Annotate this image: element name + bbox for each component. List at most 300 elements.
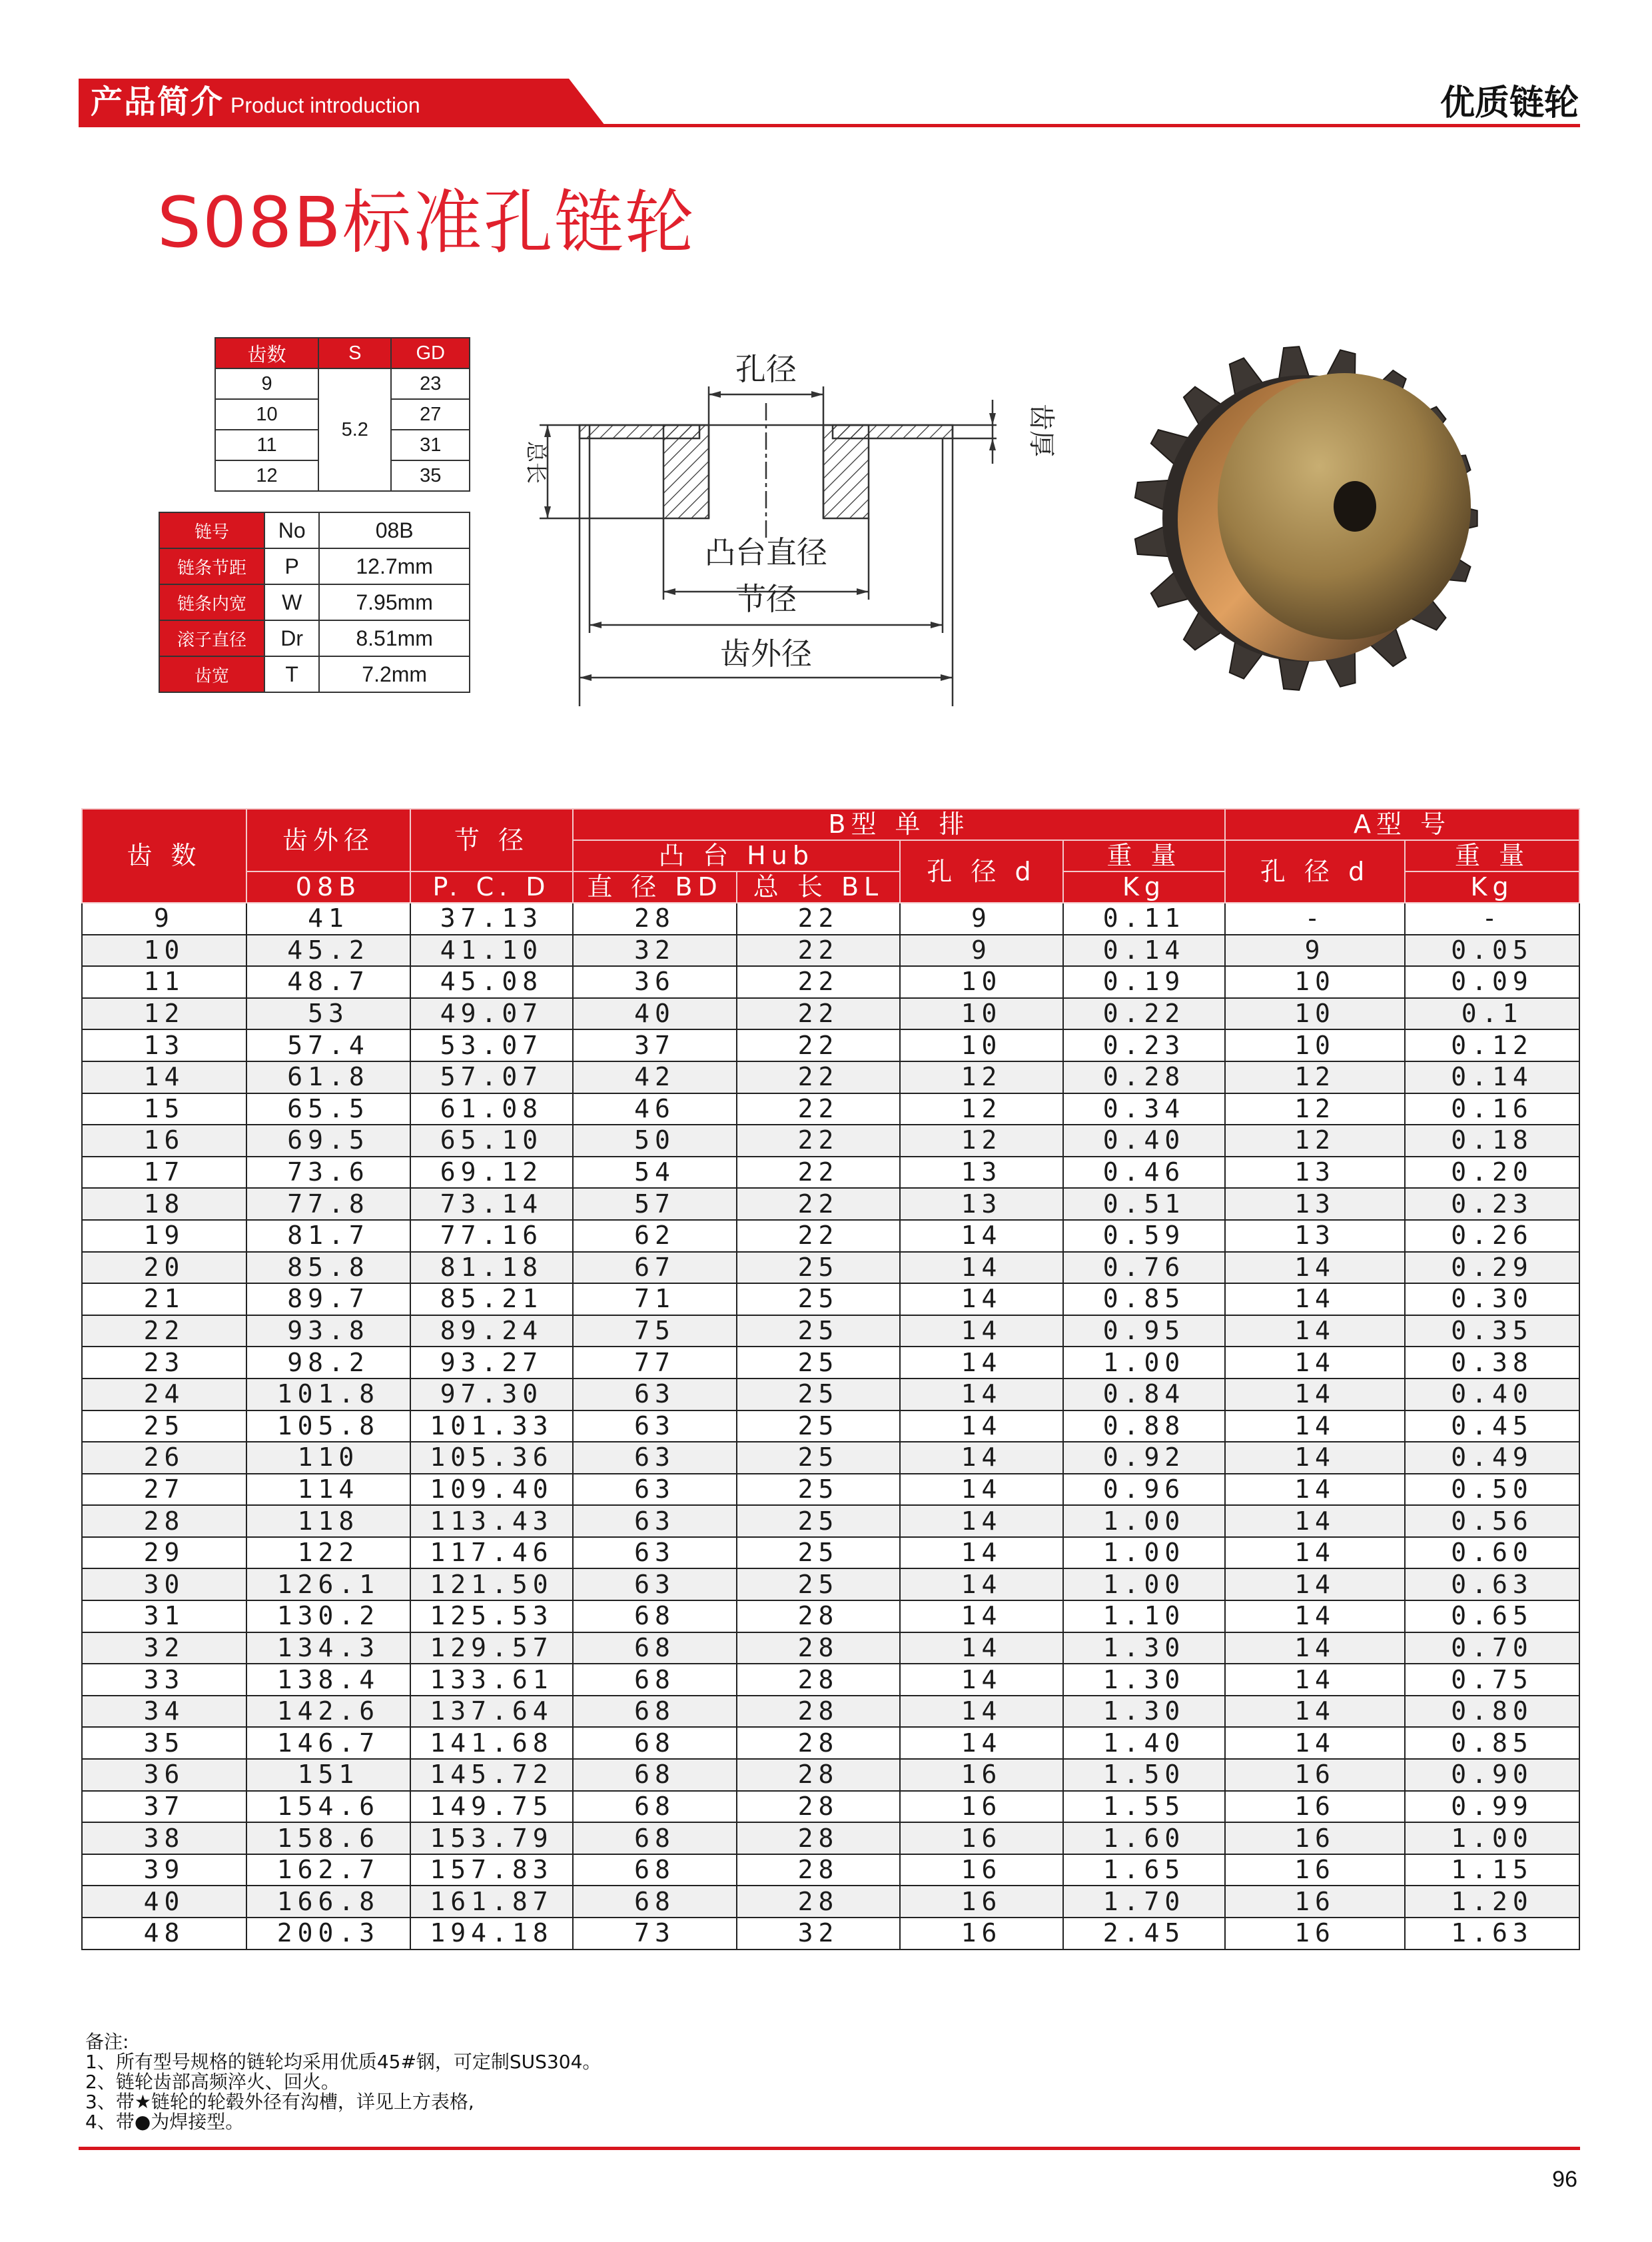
total-length-label: 总长 — [524, 441, 549, 484]
table-cell: 24 — [82, 1379, 246, 1410]
table-cell: 158.6 — [246, 1822, 410, 1854]
table-cell: 41.10 — [410, 935, 573, 967]
table-cell: 22 — [737, 1061, 900, 1093]
table-cell: 57.4 — [246, 1029, 410, 1061]
table-row — [82, 1157, 1579, 1189]
table-cell: 68 — [573, 1600, 737, 1632]
table-cell: 22 — [737, 935, 900, 967]
table-cell: 1.30 — [1063, 1696, 1225, 1728]
table-cell: 25 — [737, 1379, 900, 1410]
table-cell: 0.28 — [1063, 1061, 1225, 1093]
table-row — [82, 1537, 1579, 1569]
table-cell: 63 — [573, 1379, 737, 1410]
table-cell: 0.84 — [1063, 1379, 1225, 1410]
table-cell: 10 — [82, 935, 246, 967]
notes-block — [85, 2032, 601, 2132]
table-cell: 0.14 — [1405, 1061, 1579, 1093]
table-cell: 9 — [900, 903, 1063, 935]
table-cell: 61.8 — [246, 1061, 410, 1093]
table-cell: 14 — [900, 1474, 1063, 1506]
table-cell: 1.00 — [1063, 1347, 1225, 1379]
table-cell: 25 — [737, 1252, 900, 1284]
s-header: S — [318, 338, 391, 368]
table-cell: 0.20 — [1405, 1157, 1579, 1189]
table-cell: 16 — [900, 1918, 1063, 1950]
table-cell: 0.45 — [1405, 1410, 1579, 1442]
table-cell: 1.30 — [1063, 1632, 1225, 1664]
table-cell: 1.00 — [1063, 1537, 1225, 1569]
table-cell: 0.60 — [1405, 1537, 1579, 1569]
table-cell: 63 — [573, 1568, 737, 1600]
table-cell: 0.14 — [1063, 935, 1225, 967]
table-cell: 0.12 — [1405, 1029, 1579, 1061]
table-cell: 0.92 — [1063, 1442, 1225, 1474]
table-cell: 0.26 — [1405, 1220, 1579, 1252]
table-cell: 129.57 — [410, 1632, 573, 1664]
table-cell: 1.55 — [1063, 1791, 1225, 1823]
table-cell: 0.85 — [1405, 1727, 1579, 1759]
table-cell: 14 — [1225, 1505, 1405, 1537]
table-cell: 25 — [737, 1315, 900, 1347]
table-cell: 20 — [82, 1252, 246, 1284]
table-cell: 25 — [82, 1410, 246, 1442]
table-cell: 162.7 — [246, 1854, 410, 1886]
table-cell: 101.33 — [410, 1410, 573, 1442]
header-section-label — [91, 79, 420, 125]
table-cell: 12 — [900, 1125, 1063, 1157]
table-cell: 85.8 — [246, 1252, 410, 1284]
table-cell: 13 — [900, 1188, 1063, 1220]
table-cell: 14 — [1225, 1252, 1405, 1284]
table-cell: 1.15 — [1405, 1854, 1579, 1886]
hub-diameter-label: 凸台直径 — [705, 534, 827, 570]
note-line: 3、带★链轮的轮毂外径有沟槽，详见上方表格, — [85, 2091, 474, 2113]
table-cell: 21 — [82, 1283, 246, 1315]
table-cell: 0.56 — [1405, 1505, 1579, 1537]
table-cell: 14 — [1225, 1727, 1405, 1759]
table-cell: 0.76 — [1063, 1252, 1225, 1284]
table-cell: 0.1 — [1405, 998, 1579, 1030]
table-cell: 14 — [900, 1568, 1063, 1600]
table-cell: 75 — [573, 1315, 737, 1347]
table-row — [82, 1822, 1579, 1854]
spec-symbol: No — [264, 512, 319, 548]
spec-label: 齿宽 — [159, 656, 264, 692]
table-cell: 13 — [900, 1157, 1063, 1189]
table-cell: 134.3 — [246, 1632, 410, 1664]
table-cell: 114 — [246, 1474, 410, 1506]
table-cell: 10 — [900, 1029, 1063, 1061]
table-cell: 0.11 — [1063, 903, 1225, 935]
table-row — [82, 1188, 1579, 1220]
table-cell: 68 — [573, 1854, 737, 1886]
table-cell: 46 — [573, 1093, 737, 1125]
table-cell: 105.8 — [246, 1410, 410, 1442]
table-cell: 68 — [573, 1632, 737, 1664]
table-cell: 25 — [737, 1505, 900, 1537]
table-cell: 14 — [1225, 1410, 1405, 1442]
table-cell: 50 — [573, 1125, 737, 1157]
table-cell: 22 — [737, 1220, 900, 1252]
table-cell: 28 — [737, 1822, 900, 1854]
table-cell: 38 — [82, 1822, 246, 1854]
table-cell: 194.18 — [410, 1918, 573, 1950]
table-cell: 1.10 — [1063, 1600, 1225, 1632]
table-cell: 65.5 — [246, 1093, 410, 1125]
table-cell: 12 — [82, 998, 246, 1030]
table-cell: 122 — [246, 1537, 410, 1569]
table-row — [82, 1664, 1579, 1696]
table-cell: 9 — [900, 935, 1063, 967]
table-cell: 0.40 — [1405, 1379, 1579, 1410]
teeth-cell: 12 — [215, 460, 318, 491]
note-line: 1、所有型号规格的链轮均采用优质45#钢，可定制SUS304。 — [85, 2051, 602, 2073]
table-cell: 36 — [82, 1759, 246, 1791]
table-cell: 0.99 — [1405, 1791, 1579, 1823]
table-cell: 16 — [1225, 1759, 1405, 1791]
table-cell: 48.7 — [246, 966, 410, 998]
table-cell: 63 — [573, 1537, 737, 1569]
table-cell: 33 — [82, 1664, 246, 1696]
table-cell: 98.2 — [246, 1347, 410, 1379]
table-row — [82, 1918, 1579, 1950]
table-cell: 14 — [1225, 1474, 1405, 1506]
table-cell: 1.00 — [1063, 1568, 1225, 1600]
sprocket-data-table — [81, 808, 1580, 1950]
table-cell: 0.29 — [1405, 1252, 1579, 1284]
table-cell: 40 — [573, 998, 737, 1030]
table-cell: 0.88 — [1063, 1410, 1225, 1442]
table-cell: 14 — [900, 1442, 1063, 1474]
table-cell: 14 — [900, 1664, 1063, 1696]
table-cell: 133.61 — [410, 1664, 573, 1696]
table-cell: 118 — [246, 1505, 410, 1537]
table-cell: 37 — [573, 1029, 737, 1061]
sprocket-cross-section-drawing — [524, 340, 1056, 700]
table-cell: 14 — [900, 1315, 1063, 1347]
table-cell: 25 — [737, 1410, 900, 1442]
table-cell: 9 — [82, 903, 246, 935]
table-cell: 141.68 — [410, 1727, 573, 1759]
table-cell: 105.36 — [410, 1442, 573, 1474]
table-cell: 113.43 — [410, 1505, 573, 1537]
table-row — [82, 1093, 1579, 1125]
table-cell: 27 — [82, 1474, 246, 1506]
table-cell: 16 — [82, 1125, 246, 1157]
spec-value: 12.7mm — [319, 548, 470, 584]
table-cell: 16 — [900, 1759, 1063, 1791]
table-cell: 73.6 — [246, 1157, 410, 1189]
spec-value: 8.51mm — [319, 620, 470, 656]
table-row — [82, 1029, 1579, 1061]
bore-label: 孔径 — [735, 351, 797, 387]
table-cell: 40 — [82, 1886, 246, 1918]
table-cell: 0.35 — [1405, 1315, 1579, 1347]
teeth-gd-table — [214, 337, 470, 492]
table-cell: 25 — [737, 1537, 900, 1569]
spec-label: 链条内宽 — [159, 584, 264, 620]
table-cell: 25 — [737, 1347, 900, 1379]
table-cell: 166.8 — [246, 1886, 410, 1918]
table-cell: 32 — [573, 935, 737, 967]
table-cell: 68 — [573, 1696, 737, 1728]
table-cell: 14 — [900, 1696, 1063, 1728]
sprocket-product-image — [1132, 325, 1505, 698]
table-row — [82, 1886, 1579, 1918]
gd-cell: 35 — [391, 460, 470, 491]
table-cell: 28 — [737, 1759, 900, 1791]
page-number: 96 — [1552, 2167, 1577, 2192]
table-cell: 0.23 — [1405, 1188, 1579, 1220]
col-a-weight-unit: Kg — [1405, 871, 1579, 903]
table-cell: 63 — [573, 1505, 737, 1537]
table-cell: 161.87 — [410, 1886, 573, 1918]
table-cell: 1.30 — [1063, 1664, 1225, 1696]
table-cell: 146.7 — [246, 1727, 410, 1759]
table-cell: 31 — [82, 1600, 246, 1632]
table-cell: 0.09 — [1405, 966, 1579, 998]
table-cell: 16 — [900, 1886, 1063, 1918]
spec-symbol: P — [264, 548, 319, 584]
table-cell: 1.63 — [1405, 1918, 1579, 1950]
table-cell: 34 — [82, 1696, 246, 1728]
table-row — [82, 1125, 1579, 1157]
table-cell: 57.07 — [410, 1061, 573, 1093]
table-cell: 0.40 — [1063, 1125, 1225, 1157]
table-cell: 68 — [573, 1886, 737, 1918]
table-cell: - — [1225, 903, 1405, 935]
table-cell: 2.45 — [1063, 1918, 1225, 1950]
table-cell: 17 — [82, 1157, 246, 1189]
table-cell: 49.07 — [410, 998, 573, 1030]
table-cell: 62 — [573, 1220, 737, 1252]
table-cell: 77.16 — [410, 1220, 573, 1252]
table-row — [82, 935, 1579, 967]
table-cell: 1.00 — [1063, 1505, 1225, 1537]
table-cell: 14 — [1225, 1632, 1405, 1664]
table-cell: 93.27 — [410, 1347, 573, 1379]
gd-cell: 23 — [391, 368, 470, 399]
note-line: 4、带●为焊接型。 — [85, 2111, 244, 2133]
table-cell: 10 — [1225, 1029, 1405, 1061]
spec-symbol: T — [264, 656, 319, 692]
table-cell: 22 — [737, 1125, 900, 1157]
table-cell: 89.24 — [410, 1315, 573, 1347]
table-cell: 37.13 — [410, 903, 573, 935]
table-cell: 25 — [737, 1568, 900, 1600]
table-cell: 85.21 — [410, 1283, 573, 1315]
footer-rule — [79, 2147, 1580, 2150]
table-cell: 14 — [900, 1410, 1063, 1442]
col-teeth: 齿 数 — [82, 809, 246, 903]
table-cell: 63 — [573, 1442, 737, 1474]
col-outer-dia: 齿外径 — [246, 809, 410, 871]
header-rule — [79, 124, 1580, 127]
table-cell: 69.5 — [246, 1125, 410, 1157]
table-cell: 25 — [737, 1283, 900, 1315]
col-bl: 总 长 BL — [737, 871, 900, 903]
table-cell: 1.40 — [1063, 1727, 1225, 1759]
table-cell: 32 — [82, 1632, 246, 1664]
table-cell: 109.40 — [410, 1474, 573, 1506]
table-row — [82, 1220, 1579, 1252]
teeth-header: 齿数 — [215, 338, 318, 368]
table-cell: 0.16 — [1405, 1093, 1579, 1125]
table-cell: 14 — [1225, 1379, 1405, 1410]
table-cell: 12 — [1225, 1125, 1405, 1157]
table-cell: 35 — [82, 1727, 246, 1759]
table-cell: 0.65 — [1405, 1600, 1579, 1632]
col-group-a: A型 号 — [1225, 809, 1579, 840]
spec-symbol: Dr — [264, 620, 319, 656]
table-cell: 15 — [82, 1093, 246, 1125]
table-cell: 14 — [900, 1283, 1063, 1315]
table-cell: 68 — [573, 1791, 737, 1823]
table-cell: 0.30 — [1405, 1283, 1579, 1315]
col-a-bore: 孔 径 d — [1225, 840, 1405, 903]
table-cell: 22 — [82, 1315, 246, 1347]
table-cell: 137.64 — [410, 1696, 573, 1728]
table-cell: 89.7 — [246, 1283, 410, 1315]
table-cell: 10 — [1225, 998, 1405, 1030]
outer-diameter-label: 齿外径 — [720, 636, 812, 672]
table-cell: 1.20 — [1405, 1886, 1579, 1918]
section-title-en: Product introduction — [230, 93, 420, 117]
pitch-diameter-label: 节径 — [735, 581, 797, 617]
col-pitch-sub: P. C. D — [410, 871, 573, 903]
table-cell: 16 — [1225, 1918, 1405, 1950]
spec-value: 08B — [319, 512, 470, 548]
table-cell: 14 — [900, 1347, 1063, 1379]
table-cell: 67 — [573, 1252, 737, 1284]
table-cell: 126.1 — [246, 1568, 410, 1600]
table-cell: 1.65 — [1063, 1854, 1225, 1886]
table-row — [82, 1791, 1579, 1823]
table-row — [82, 1252, 1579, 1284]
page-title: S08B标准孔链轮 — [157, 182, 695, 263]
table-cell: 28 — [737, 1664, 900, 1696]
table-cell: 28 — [573, 903, 737, 935]
gd-header: GD — [391, 338, 470, 368]
table-cell: 30 — [82, 1568, 246, 1600]
table-row — [82, 1283, 1579, 1315]
table-cell: 18 — [82, 1188, 246, 1220]
table-row — [82, 1379, 1579, 1410]
table-cell: 0.75 — [1405, 1664, 1579, 1696]
table-row — [82, 1347, 1579, 1379]
table-cell: 22 — [737, 998, 900, 1030]
table-row — [82, 1727, 1579, 1759]
table-cell: 28 — [737, 1886, 900, 1918]
table-cell: 11 — [82, 966, 246, 998]
table-cell: 16 — [900, 1854, 1063, 1886]
table-cell: 0.80 — [1405, 1696, 1579, 1728]
table-cell: 121.50 — [410, 1568, 573, 1600]
table-cell: 0.90 — [1405, 1759, 1579, 1791]
table-cell: 81.18 — [410, 1252, 573, 1284]
table-cell: 153.79 — [410, 1822, 573, 1854]
table-cell: 45.2 — [246, 935, 410, 967]
col-b-bore: 孔 径 d — [900, 840, 1063, 903]
table-cell: 37 — [82, 1791, 246, 1823]
table-cell: 32 — [737, 1918, 900, 1950]
table-cell: 14 — [900, 1632, 1063, 1664]
table-cell: 0.95 — [1063, 1315, 1225, 1347]
table-cell: 69.12 — [410, 1157, 573, 1189]
table-row — [82, 998, 1579, 1030]
table-cell: 41 — [246, 903, 410, 935]
table-cell: 16 — [1225, 1822, 1405, 1854]
table-row — [82, 966, 1579, 998]
table-cell: 0.96 — [1063, 1474, 1225, 1506]
table-cell: 0.50 — [1405, 1474, 1579, 1506]
table-cell: 57 — [573, 1188, 737, 1220]
table-cell: 125.53 — [410, 1600, 573, 1632]
table-cell: 28 — [737, 1854, 900, 1886]
table-cell: 39 — [82, 1854, 246, 1886]
table-cell: 157.83 — [410, 1854, 573, 1886]
table-cell: 14 — [1225, 1442, 1405, 1474]
table-cell: 0.46 — [1063, 1157, 1225, 1189]
table-cell: 14 — [1225, 1537, 1405, 1569]
table-cell: 117.46 — [410, 1537, 573, 1569]
table-cell: 0.49 — [1405, 1442, 1579, 1474]
spec-symbol: W — [264, 584, 319, 620]
chain-spec-table — [159, 512, 470, 693]
table-cell: 77.8 — [246, 1188, 410, 1220]
table-cell: 0.85 — [1063, 1283, 1225, 1315]
table-cell: 13 — [1225, 1220, 1405, 1252]
table-cell: 63 — [573, 1410, 737, 1442]
table-cell: - — [1405, 903, 1579, 935]
table-cell: 0.70 — [1405, 1632, 1579, 1664]
note-line: 2、链轮齿部高频淬火、回火。 — [85, 2071, 340, 2093]
table-row — [82, 903, 1579, 935]
table-cell: 22 — [737, 1093, 900, 1125]
spec-label: 链条节距 — [159, 548, 264, 584]
table-cell: 16 — [900, 1822, 1063, 1854]
table-cell: 14 — [82, 1061, 246, 1093]
table-cell: 200.3 — [246, 1918, 410, 1950]
table-row — [82, 1505, 1579, 1537]
table-cell: 14 — [900, 1505, 1063, 1537]
table-cell: 54 — [573, 1157, 737, 1189]
table-cell: 68 — [573, 1664, 737, 1696]
table-cell: 14 — [1225, 1568, 1405, 1600]
table-cell: 14 — [900, 1220, 1063, 1252]
table-cell: 0.23 — [1063, 1029, 1225, 1061]
col-bd: 直 径 BD — [573, 871, 737, 903]
table-cell: 68 — [573, 1727, 737, 1759]
table-cell: 0.51 — [1063, 1188, 1225, 1220]
table-cell: 0.19 — [1063, 966, 1225, 998]
table-cell: 10 — [900, 998, 1063, 1030]
table-cell: 14 — [1225, 1283, 1405, 1315]
table-row — [82, 1854, 1579, 1886]
table-cell: 1.60 — [1063, 1822, 1225, 1854]
table-cell: 13 — [1225, 1188, 1405, 1220]
teeth-cell: 10 — [215, 399, 318, 430]
table-cell: 10 — [1225, 966, 1405, 998]
table-cell: 14 — [1225, 1664, 1405, 1696]
table-cell: 28 — [82, 1505, 246, 1537]
table-cell: 73.14 — [410, 1188, 573, 1220]
table-row — [82, 1315, 1579, 1347]
table-cell: 73 — [573, 1918, 737, 1950]
table-cell: 97.30 — [410, 1379, 573, 1410]
spec-label: 链号 — [159, 512, 264, 548]
s-value-cell: 5.2 — [318, 368, 391, 491]
